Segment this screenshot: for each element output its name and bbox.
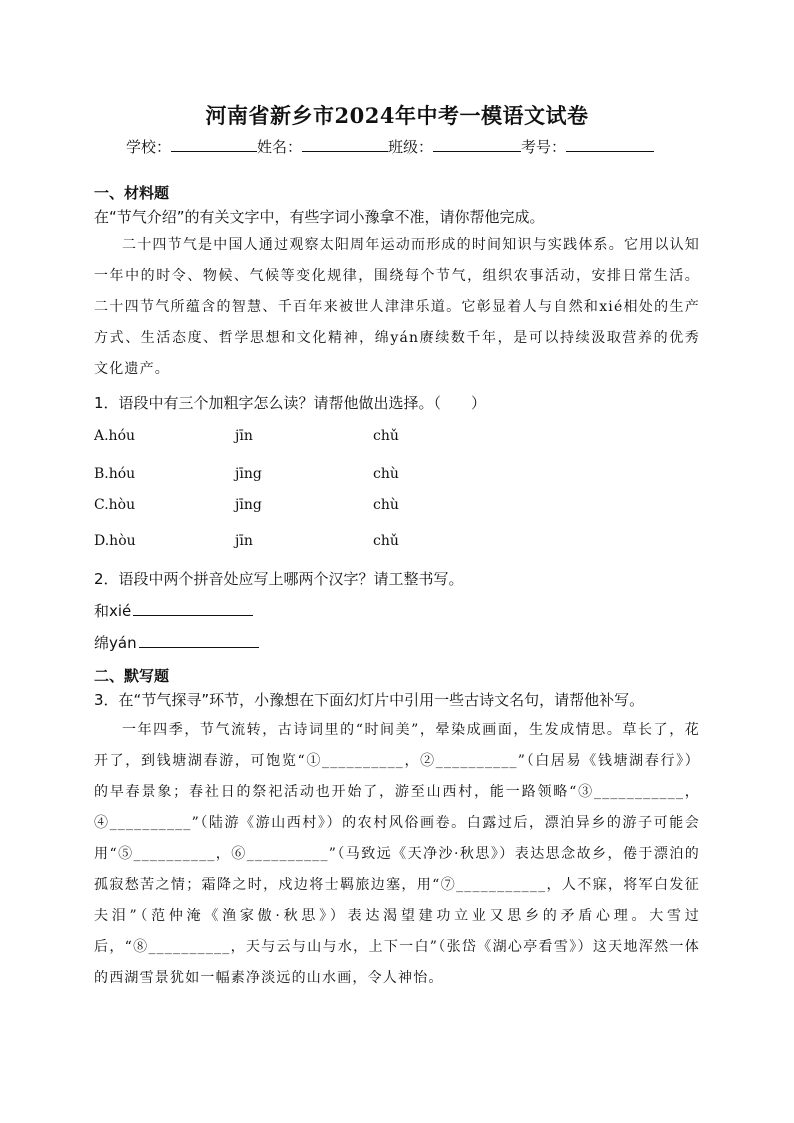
number-blank[interactable] bbox=[566, 136, 654, 152]
option-d-3: chǔ bbox=[373, 533, 399, 549]
answer-line-yan bbox=[94, 632, 259, 653]
option-a-3: chǔ bbox=[373, 428, 399, 444]
answer-line-xie bbox=[94, 600, 253, 621]
student-info-line bbox=[126, 136, 654, 157]
option-b-1[interactable]: B.hóu bbox=[94, 466, 136, 482]
page-title: 河南省新乡市2024年中考一模语文试卷 bbox=[205, 103, 589, 128]
material-intro: 在“节气介绍”的有关文字中，有些字词小豫拿不准，请你帮他完成。 bbox=[94, 208, 545, 226]
option-a-1[interactable]: A.hóu bbox=[94, 428, 136, 444]
section-heading-dictation: 二、默写题 bbox=[94, 667, 170, 685]
option-d-1[interactable]: D.hòu bbox=[94, 533, 136, 549]
option-c-1[interactable]: C.hòu bbox=[94, 497, 136, 513]
answer-blank-yan[interactable] bbox=[139, 633, 259, 648]
name-blank[interactable] bbox=[302, 136, 388, 152]
question-3: 3．在“节气探寻”环节，小豫想在下面幻灯片中引用一些古诗文名句，请帮他补写。 bbox=[94, 691, 645, 709]
question-2: 2．语段中两个拼音处应写上哪两个汉字？请工整书写。 bbox=[94, 570, 464, 588]
class-label: 班级： bbox=[388, 138, 434, 156]
answer-blank-xie[interactable] bbox=[133, 601, 253, 616]
option-c-2: jīng bbox=[235, 497, 262, 513]
pinyin-xie-label: 和xié bbox=[94, 602, 132, 620]
school-blank[interactable] bbox=[171, 136, 257, 152]
option-b-2: jīng bbox=[235, 466, 262, 482]
school-label: 学校： bbox=[126, 138, 172, 156]
number-label: 考号： bbox=[521, 138, 567, 156]
material-passage: 二十四节气是中国人通过观察太阳周年运动而形成的时间知识与实践体系。它用以认知一年中的时令、物候、气候等变化规律，围绕每个节气，组织农事活动，安排日常生活。二十四节气所蕴含的智慧、千百年来被世人津津乐道。它彰显着人与自然和xié相处的生产方式、生活态度、哲学思想和文化精神，绵yán赓续数千年，是可以持续汲取营养的优秀文化遗产。 bbox=[94, 237, 700, 377]
section-heading-material: 一、材料题 bbox=[94, 184, 170, 202]
option-c-3: chù bbox=[373, 497, 399, 513]
pinyin-yan-label: 绵yán bbox=[94, 634, 137, 652]
option-b-3: chù bbox=[373, 466, 399, 482]
name-label: 姓名： bbox=[257, 138, 303, 156]
dictation-passage: 一年四季，节气流转，古诗词里的“时间美”，晕染成画面，生发成情思。草长了，花开了，到钱塘湖春游，可饱览“①__________，②__________”（白居易《钱塘湖春行》）的早春景象；春社日的祭祀活动也开始了，游至山西村，能一路领略“③___________，④__________”（陆游《游山西村》）的农村风俗画卷。白露过后，漂泊异乡的游子可能会用“⑤__________，⑥__________”（马致远《天净沙·秋思》）表达思念故乡，倦于漂泊的孤寂愁苦之情；霜降之时，戍边将士羁旅边塞，用“⑦___________，人不寐，将军白发征夫泪”（范仲淹《渔家傲·秋思》）表达渴望建功立业又思乡的矛盾心理。大雪过后，“⑧__________，天与云与山与水，上下一白”（张岱《湖心亭看雪》）这天地浑然一体的西湖雪景犹如一幅素净淡远的山水画，令人神怡。 bbox=[94, 722, 700, 986]
option-a-2: jīn bbox=[235, 428, 253, 444]
class-blank[interactable] bbox=[433, 136, 521, 152]
question-1: 1．语段中有三个加粗字怎么读？请帮他做出选择。（ ） bbox=[94, 394, 487, 412]
option-d-2: jīn bbox=[235, 533, 253, 549]
